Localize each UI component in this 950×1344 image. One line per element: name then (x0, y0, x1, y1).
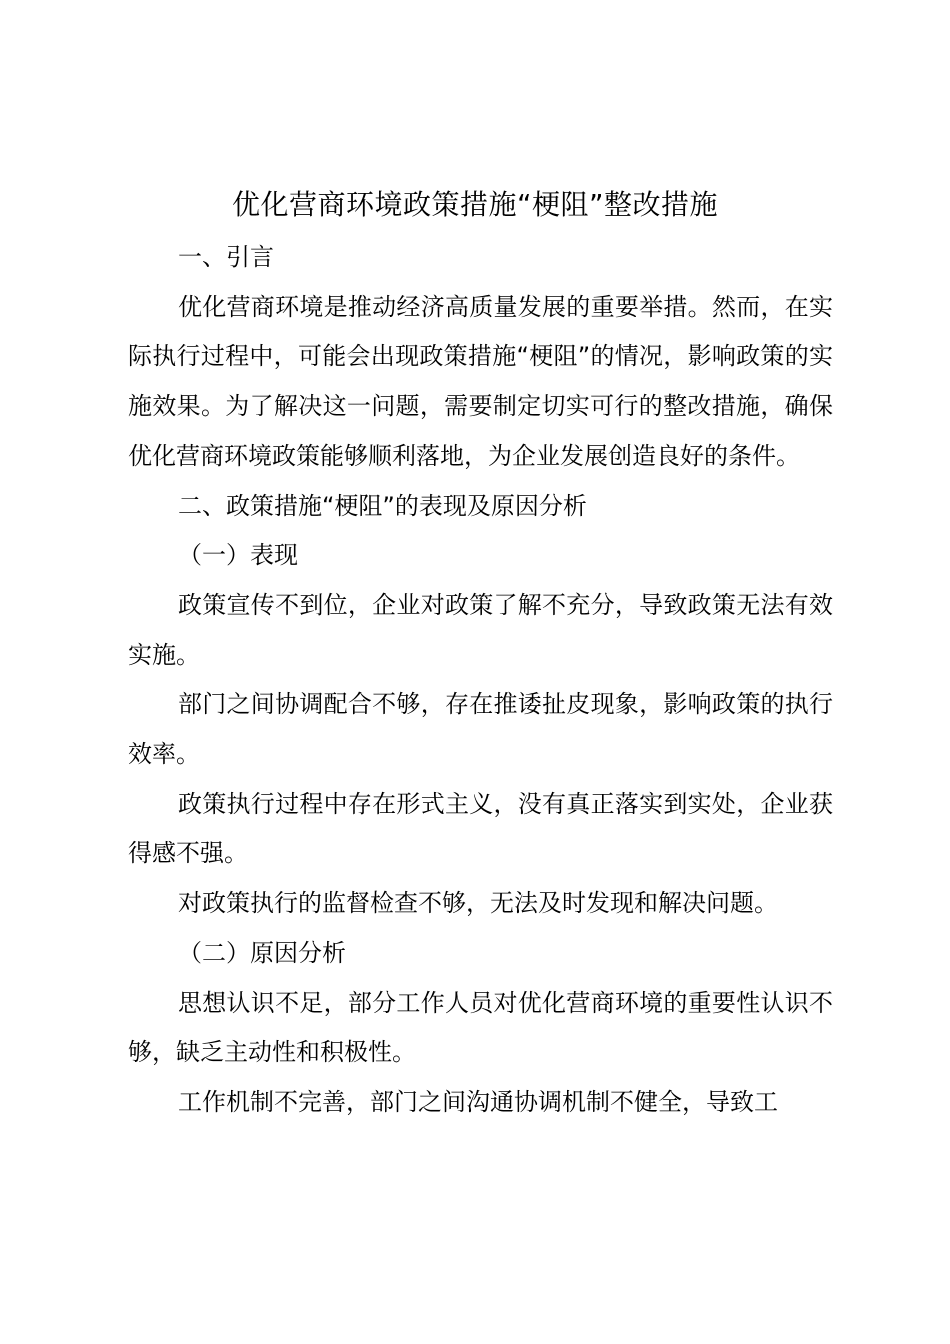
subsection-heading-causes: （二）原因分析 (178, 938, 346, 967)
paragraph-cause-1: 思想认识不足，部分工作人员对优化营商环境的重要性认识不够，缺乏主动性和积极性。 (128, 988, 833, 1067)
subsection-heading-manifestations: （一）表现 (178, 541, 298, 570)
section-heading-introduction: 一、引言 (178, 243, 274, 271)
section-heading-analysis: 二、政策措施“梗阻”的表现及原因分析 (178, 491, 587, 520)
document-body (128, 233, 833, 1128)
paragraph-introduction: 优化营商环境是推动经济高质量发展的重要举措。然而，在实际执行过程中，可能会出现政策措施“梗阻”的情况，影响政策的实施效果。为了解决这一问题，需要制定切实可行的整改措施，确保优化营商环境政策能够顺利落地，为企业发展创造良好的条件。 (128, 292, 833, 470)
paragraph-manifestation-2: 部门之间协调配合不够，存在推诿扯皮现象，影响政策的执行效率。 (128, 690, 833, 769)
paragraph-manifestation-1: 政策宣传不到位，企业对政策了解不充分，导致政策无法有效实施。 (128, 590, 833, 669)
paragraph-cause-2: 工作机制不完善，部门之间沟通协调机制不健全，导致工 (178, 1087, 778, 1116)
paragraph-manifestation-3: 政策执行过程中存在形式主义，没有真正落实到实处，企业获得感不强。 (128, 789, 833, 868)
document-title: 优化营商环境政策措施“梗阻”整改措施 (231, 188, 718, 221)
paragraph-manifestation-4: 对政策执行的监督检查不够，无法及时发现和解决问题。 (178, 889, 778, 918)
